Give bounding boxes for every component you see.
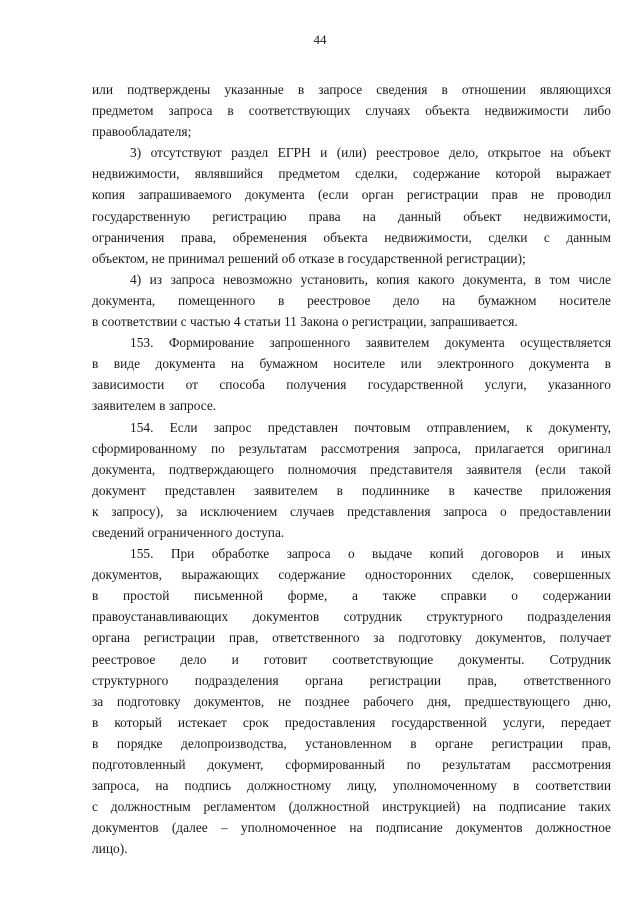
text-line: государственную регистрацию права на данный объект недвижимости, (92, 208, 611, 224)
text-line: копия запрашиваемого документа (если орган регистрации прав не проводил (92, 187, 611, 203)
text-line: запроса, на подпись должностному лицу, уполномоченному в соответствии (92, 778, 611, 794)
text-line: структурного подразделения органа регистрации прав, ответственного (92, 672, 611, 688)
text-line: зависимости от способа получения государственной услуги, указанного (92, 377, 611, 393)
text-line: правообладателя; (92, 124, 192, 140)
text-line: документа, подтверждающего полномочия представителя заявителя (если такой (92, 461, 611, 477)
text-line: 4) из запроса невозможно установить, копия какого документа, в том числе (130, 271, 611, 287)
text-line: за подготовку документов, не позднее рабочего дня, предшествующего дню, (92, 693, 611, 709)
text-line: сведений ограниченного доступа. (92, 524, 285, 540)
paragraph (92, 417, 611, 544)
text-line: недвижимости, являвшийся предметом сделки, содержание которой выражает (92, 166, 611, 182)
text-line: предметом запроса в соответствующих случаях объекта недвижимости либо (92, 103, 611, 119)
page-number: 44 (313, 32, 327, 47)
text-line: заявителем в запросе. (92, 398, 217, 414)
text-line: 154. Если запрос представлен почтовым отправлением, к документу, (130, 419, 611, 435)
text-line: 153. Формирование запрошенного заявителем документа осуществляется (130, 335, 611, 351)
paragraph (92, 543, 611, 859)
text-line: в соответствии с частью 4 статьи 11 Закона о регистрации, запрашивается. (92, 314, 518, 330)
paragraph (92, 269, 611, 332)
text-line: в простой письменной форме, а также справки о содержании (92, 588, 611, 604)
text-line: сформированному по результатам рассмотрения запроса, прилагается оригинал (92, 440, 611, 456)
text-line: к запросу), за исключением случаев представления запроса о предоставлении (92, 503, 611, 519)
text-line: реестровое дело и готовит соответствующие документы. Сотрудник (92, 651, 611, 667)
text-line: ограничения права, обременения объекта недвижимости, сделки с данным (92, 229, 611, 245)
text-line: в который истекает срок предоставления государственной услуги, передает (92, 714, 611, 730)
text-line: 3) отсутствуют раздел ЕГРН и (или) реестровое дело, открытое на объект (130, 145, 611, 161)
text-line: документов (далее – уполномоченное на подписание документов должностное (92, 820, 611, 836)
text-line: в виде документа на бумажном носителе или электронного документа в (92, 356, 611, 372)
text-line: в порядке делопроизводства, установленном в органе регистрации прав, (92, 735, 611, 751)
text-line: или подтверждены указанные в запросе сведения в отношении являющихся (92, 82, 611, 97)
paragraph (92, 79, 611, 142)
text-line: объектом, не принимал решений об отказе в государственной регистрации); (92, 250, 526, 266)
paragraph (92, 332, 611, 416)
text-line: с должностным регламентом (должностной инструкцией) на подписание таких (92, 799, 611, 815)
text-line: органа регистрации прав, ответственного за подготовку документов, получает (92, 630, 611, 646)
text-line: правоустанавливающих документов сотрудник структурного подразделения (92, 609, 611, 625)
text-line: 155. При обработке запроса о выдаче копий договоров и иных (130, 546, 611, 562)
text-line: документа, помещенного в реестровое дело на бумажном носителе (92, 292, 611, 308)
text-line: подготовленный документ, сформированный по результатам рассмотрения (92, 757, 611, 772)
text-line: лицо). (92, 841, 128, 857)
text-line: документ представлен заявителем в подлиннике в качестве приложения (92, 482, 611, 498)
document-body (92, 79, 611, 859)
text-line: документов, выражающих содержание односторонних сделок, совершенных (92, 567, 611, 583)
paragraph (92, 142, 611, 269)
